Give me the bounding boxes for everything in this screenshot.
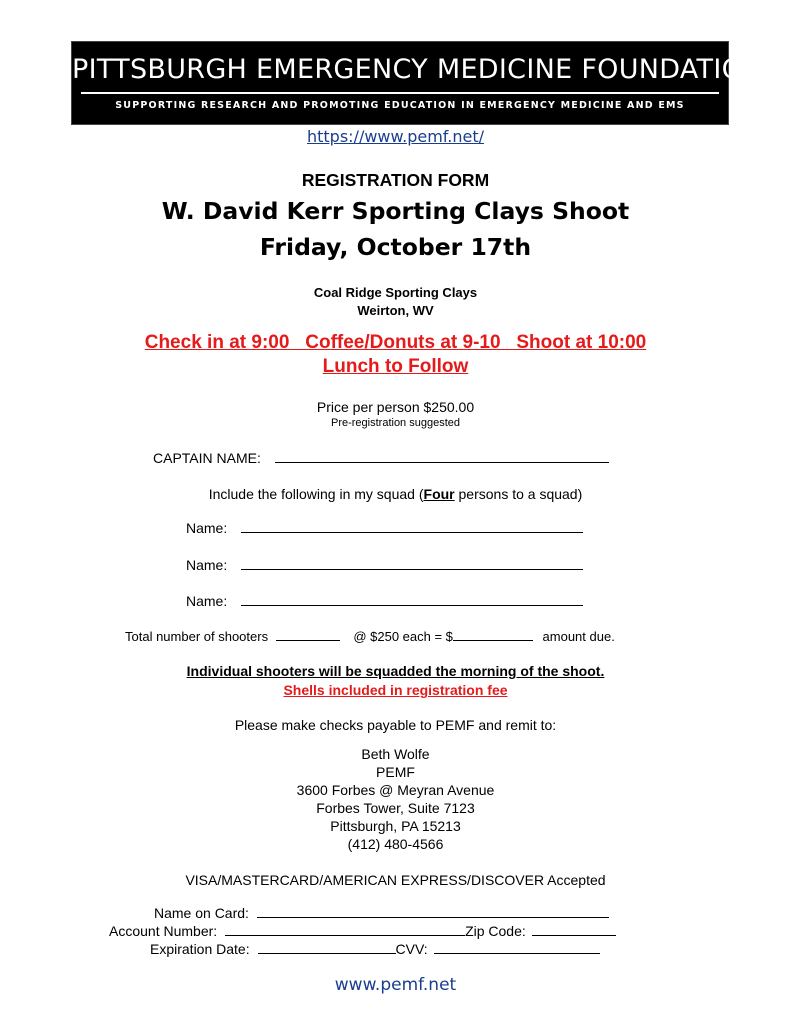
individual-shooters-note: Individual shooters will be squadded the morning of the shoot. <box>186 663 605 679</box>
price-per-person: Price per person $250.00 <box>316 399 475 415</box>
account-number-label: Account Number: <box>109 923 218 939</box>
cvv-field[interactable] <box>434 941 600 954</box>
header-banner <box>71 41 764 125</box>
banner-divider <box>81 92 719 94</box>
squad-size: Four <box>423 486 455 502</box>
squad-name-row <box>186 557 583 573</box>
form-heading: REGISTRATION FORM <box>301 170 490 190</box>
name-on-card-row <box>154 905 609 921</box>
total-rate: @ $250 each = $ <box>353 629 453 644</box>
total-label: Total number of shooters <box>125 629 269 644</box>
zip-code-field[interactable] <box>532 923 616 936</box>
checks-instructions: Please make checks payable to PEMF and remit to: <box>234 717 557 733</box>
captain-name-field[interactable] <box>275 450 609 463</box>
shells-note: Shells included in registration fee <box>283 682 508 698</box>
event-title: W. David Kerr Sporting Clays Shoot <box>161 197 630 225</box>
footer-website-link[interactable]: www.pemf.net <box>334 975 457 995</box>
squad-name-field[interactable] <box>241 520 583 533</box>
total-shooters-field[interactable] <box>276 628 340 641</box>
remit-building: Forbes Tower, Suite 7123 <box>316 800 475 816</box>
event-schedule: Check in at 9:00 Coffee/Donuts at 9-10 Shoot at 10:00 <box>144 332 647 353</box>
remit-city: Pittsburgh, PA 15213 <box>330 818 461 834</box>
remit-name: Beth Wolfe <box>361 746 430 762</box>
amount-due-label: amount due. <box>542 629 615 644</box>
website-link[interactable]: https://www.pemf.net/ <box>306 127 484 146</box>
account-number-field[interactable] <box>225 923 465 936</box>
venue-name: Coal Ridge Sporting Clays <box>313 285 478 300</box>
captain-name-label: CAPTAIN NAME: <box>153 450 261 466</box>
org-name: PITTSBURGH EMERGENCY MEDICINE FOUNDATION <box>72 54 764 85</box>
remit-phone: (412) 480-4566 <box>347 836 444 852</box>
squad-name-field[interactable] <box>241 593 583 606</box>
org-tagline: SUPPORTING RESEARCH AND PROMOTING EDUCATION IN EMERGENCY MEDICINE AND EMS <box>115 100 685 111</box>
total-shooters-row <box>125 628 615 644</box>
zip-code-label: Zip Code: <box>465 923 526 939</box>
name-label: Name: <box>186 593 228 609</box>
squad-name-row <box>186 593 583 609</box>
venue-location: Weirton, WV <box>357 303 434 318</box>
name-label: Name: <box>186 557 228 573</box>
squad-name-field[interactable] <box>241 557 583 570</box>
remit-street: 3600 Forbes @ Meyran Avenue <box>296 782 495 798</box>
cvv-label: CVV: <box>395 941 428 957</box>
event-date: Friday, October 17th <box>259 233 532 261</box>
expiration-label: Expiration Date: <box>150 941 250 957</box>
expiration-row <box>150 941 600 957</box>
expiration-field[interactable] <box>258 941 396 954</box>
squad-intro-end: persons to a squad) <box>454 486 583 502</box>
squad-intro-text: Include the following in my squad ( <box>208 486 424 502</box>
lunch-note: Lunch to Follow <box>322 356 469 377</box>
squad-name-row <box>186 520 583 536</box>
account-number-row <box>109 923 616 939</box>
amount-due-field[interactable] <box>453 628 533 641</box>
name-on-card-field[interactable] <box>257 905 609 918</box>
name-label: Name: <box>186 520 228 536</box>
name-on-card-label: Name on Card: <box>154 905 249 921</box>
accepted-cards: VISA/MASTERCARD/AMERICAN EXPRESS/DISCOVER Accepted <box>185 872 606 888</box>
prereg-note: Pre-registration suggested <box>330 417 460 429</box>
remit-org: PEMF <box>376 764 415 780</box>
captain-name-row <box>153 450 609 466</box>
squad-intro <box>0 486 791 502</box>
